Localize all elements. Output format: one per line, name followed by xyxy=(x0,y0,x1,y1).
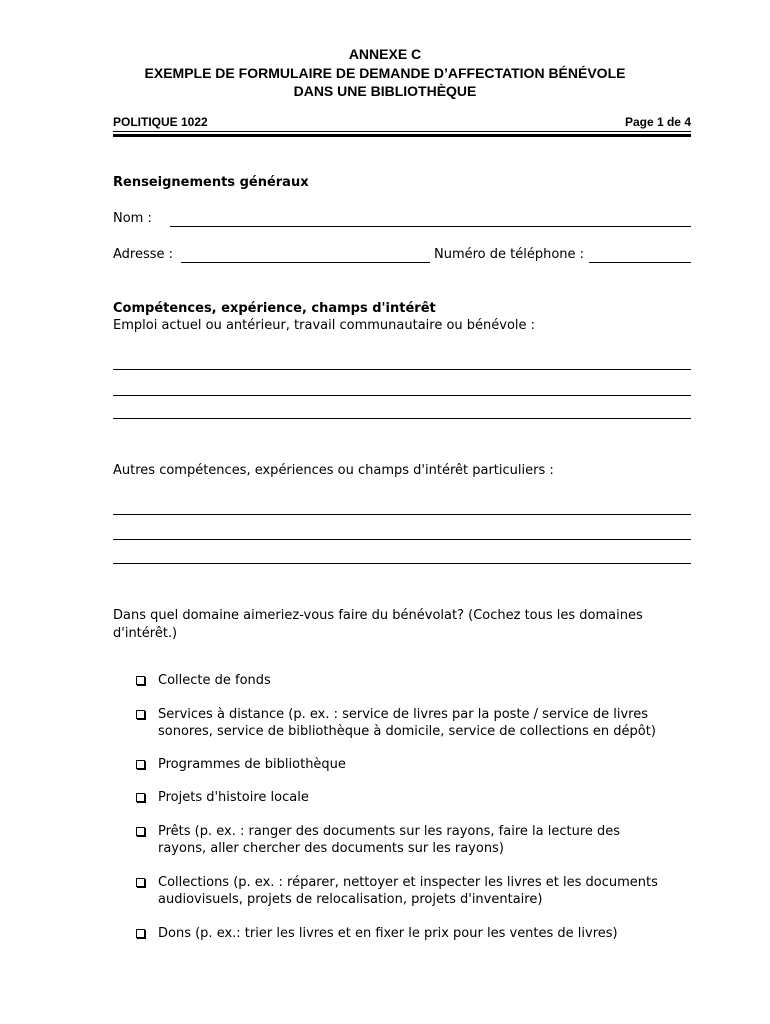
other-skills-line-3[interactable] xyxy=(113,563,691,564)
header-rule-thick xyxy=(113,134,691,137)
checkbox[interactable] xyxy=(136,710,145,719)
header-rule-thin xyxy=(113,131,691,132)
phone-field[interactable] xyxy=(589,262,691,263)
form-title: EXEMPLE DE FORMULAIRE DE DEMANDE D’AFFECTATION BÉNÉVOLE xyxy=(144,65,626,81)
form-subtitle: DANS UNE BIBLIOTHÈQUE xyxy=(293,83,477,99)
checkbox[interactable] xyxy=(136,793,145,802)
skills-heading: Compétences, expérience, champs d'intérêt xyxy=(113,301,436,316)
address-label: Adresse : xyxy=(113,247,174,262)
checkbox[interactable] xyxy=(136,878,145,887)
policy-number: POLITIQUE 1022 xyxy=(113,115,208,129)
page-indicator: Page 1 de 4 xyxy=(624,115,691,129)
address-field[interactable] xyxy=(181,262,430,263)
other-skills-label: Autres compétences, expériences ou champs d'intérêt particuliers : xyxy=(113,463,554,478)
option-label-cont: audiovisuels, projets de relocalisation, projets d'inventaire) xyxy=(158,892,543,907)
option-label: Programmes de bibliothèque xyxy=(158,757,346,772)
domain-question-line-2: d'intérêt.) xyxy=(113,626,178,641)
checkbox[interactable] xyxy=(136,827,145,836)
general-info-heading: Renseignements généraux xyxy=(113,175,309,190)
employment-line-2[interactable] xyxy=(113,395,691,396)
name-field[interactable] xyxy=(170,226,691,227)
option-label: Projets d'histoire locale xyxy=(158,790,309,805)
checkbox[interactable] xyxy=(136,760,145,769)
employment-line-1[interactable] xyxy=(113,369,691,370)
option-label-cont: sonores, service de bibliothèque à domicile, service de collections en dépôt) xyxy=(158,724,656,739)
employment-line-3[interactable] xyxy=(113,418,691,419)
phone-label: Numéro de téléphone : xyxy=(434,247,585,262)
option-label: Dons (p. ex.: trier les livres et en fixer le prix pour les ventes de livres) xyxy=(158,926,618,941)
other-skills-line-1[interactable] xyxy=(113,514,691,515)
option-label: Collecte de fonds xyxy=(158,673,271,688)
option-label-cont: rayons, aller chercher des documents sur les rayons) xyxy=(158,841,504,856)
domain-question-line-1: Dans quel domaine aimeriez-vous faire du bénévolat? (Cochez tous les domaines xyxy=(113,608,643,623)
checkbox[interactable] xyxy=(136,929,145,938)
checkbox[interactable] xyxy=(136,676,145,685)
option-label: Prêts (p. ex. : ranger des documents sur les rayons, faire la lecture des xyxy=(158,824,621,839)
employment-label: Emploi actuel ou antérieur, travail communautaire ou bénévole : xyxy=(113,318,536,333)
annex-title: ANNEXE C xyxy=(348,46,422,62)
option-label: Collections (p. ex. : réparer, nettoyer et inspecter les livres et les documents xyxy=(158,875,658,890)
other-skills-line-2[interactable] xyxy=(113,539,691,540)
option-label: Services à distance (p. ex. : service de livres par la poste / service de livres xyxy=(158,707,649,722)
name-label: Nom : xyxy=(113,211,152,226)
